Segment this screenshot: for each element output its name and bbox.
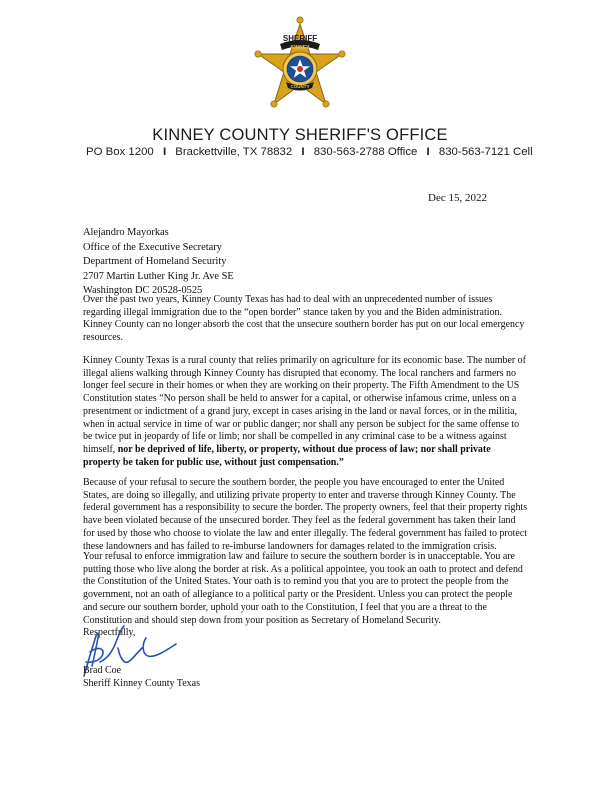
- paragraph-2-bold-quote: nor be deprived of life, liberty, or property, without due process of law; nor shall private property be taken for public use, without just compensation.”: [83, 443, 491, 468]
- office-title: KINNEY COUNTY SHERIFF'S OFFICE: [152, 126, 448, 144]
- letter-date: Dec 15, 2022: [428, 192, 487, 204]
- body-paragraph-4: Your refusal to enforce immigration law and failure to secure the southern border is in unacceptable. You are putting those who live along the border at risk. As a political appointee, you took an oath to protect and defend the Constitution of the United States. Your oath is to remind you that you are to protect the people from the government, not an oath of allegiance to a political party or the President. Unless you can protect the people and secure our southern border, uphold your oath to the Constitution, I feel that you are a threat to the Constitution and should step down from your position as Secretary of Homeland Security.: [83, 551, 523, 626]
- contact-separator: I: [426, 146, 430, 158]
- contact-line: [86, 146, 536, 158]
- paragraph-2-text: Kinney County Texas is a rural county that relies primarily on agriculture for its economic base. The number of illegal aliens walking through Kinney County has disrupted that economy. The local ranchers and farmers no longer feel secure in their homes or when they are working on their property. The Fifth Amendment to the US Constitution states “No person shall be held to answer for a capital, or otherwise infamous crime, unless on a presentment or indictment of a grand jury, except in cases arising in the land or naval forces, or in the militia, when in actual service in time of war or public danger; nor shall any person be subject for the same offense to be twice put in jeopardy of life or limb; nor shall be compelled in any criminal case to be a witness against himself,: [83, 355, 526, 455]
- contact-separator: I: [301, 146, 305, 158]
- contact-separator: I: [162, 146, 167, 158]
- recipient-department: Department of Homeland Security: [83, 256, 227, 267]
- recipient-address: [83, 226, 234, 299]
- po-box: PO Box 1200: [86, 146, 154, 158]
- recipient-street: 2707 Martin Luther King Jr. Ave SE: [83, 270, 234, 282]
- closing: Respectfully,: [83, 627, 136, 638]
- recipient-city: Washington DC 20528-0525: [83, 285, 203, 296]
- city-address: Brackettville, TX 78832: [175, 146, 293, 158]
- signatory-name: Brad Coe: [83, 665, 122, 676]
- body-paragraph-3: Because of your refusal to secure the southern border, the people you have encouraged to enter the United States, are doing so illegally, and utilizing private property to enter and traverse through Kinney County. The federal government has a responsibility to secure the border. The property owners, feel that their property rights have been violated because of the unsecured border. They feel as the federal government has taken their land for used by those who choose to violate the law and enter illegally. The federal government has failed to protect these landowners and has failed to re-imburse landowners for damages related to the immigration crisis.: [83, 477, 528, 552]
- recipient-name: Alejandro Mayorkas: [83, 227, 169, 238]
- recipient-office: Office of the Executive Secretary: [83, 241, 222, 253]
- badge-bottom-text: COUNTY: [290, 84, 310, 89]
- sheriff-badge-icon: [250, 14, 350, 120]
- body-paragraph-1: Over the past two years, Kinney County Texas has had to deal with an unprecedented number of issues regarding illegal immigration due to the “open border” stance taken by you and the Biden administration. Kinney County can no longer absorb the cost that the unsecure southern border has put on our local emergency resources.: [83, 294, 525, 344]
- cell-phone: 830-563-7121 Cell: [438, 146, 533, 158]
- signatory-title: Sheriff Kinney County Texas: [83, 678, 200, 689]
- signatory: [83, 664, 200, 690]
- badge-top-text: SHERIFF: [282, 34, 318, 43]
- badge-band-text: KINNEY: [290, 45, 310, 51]
- office-phone: 830-563-2788 Office: [313, 146, 418, 158]
- body-paragraph-2: [83, 355, 529, 469]
